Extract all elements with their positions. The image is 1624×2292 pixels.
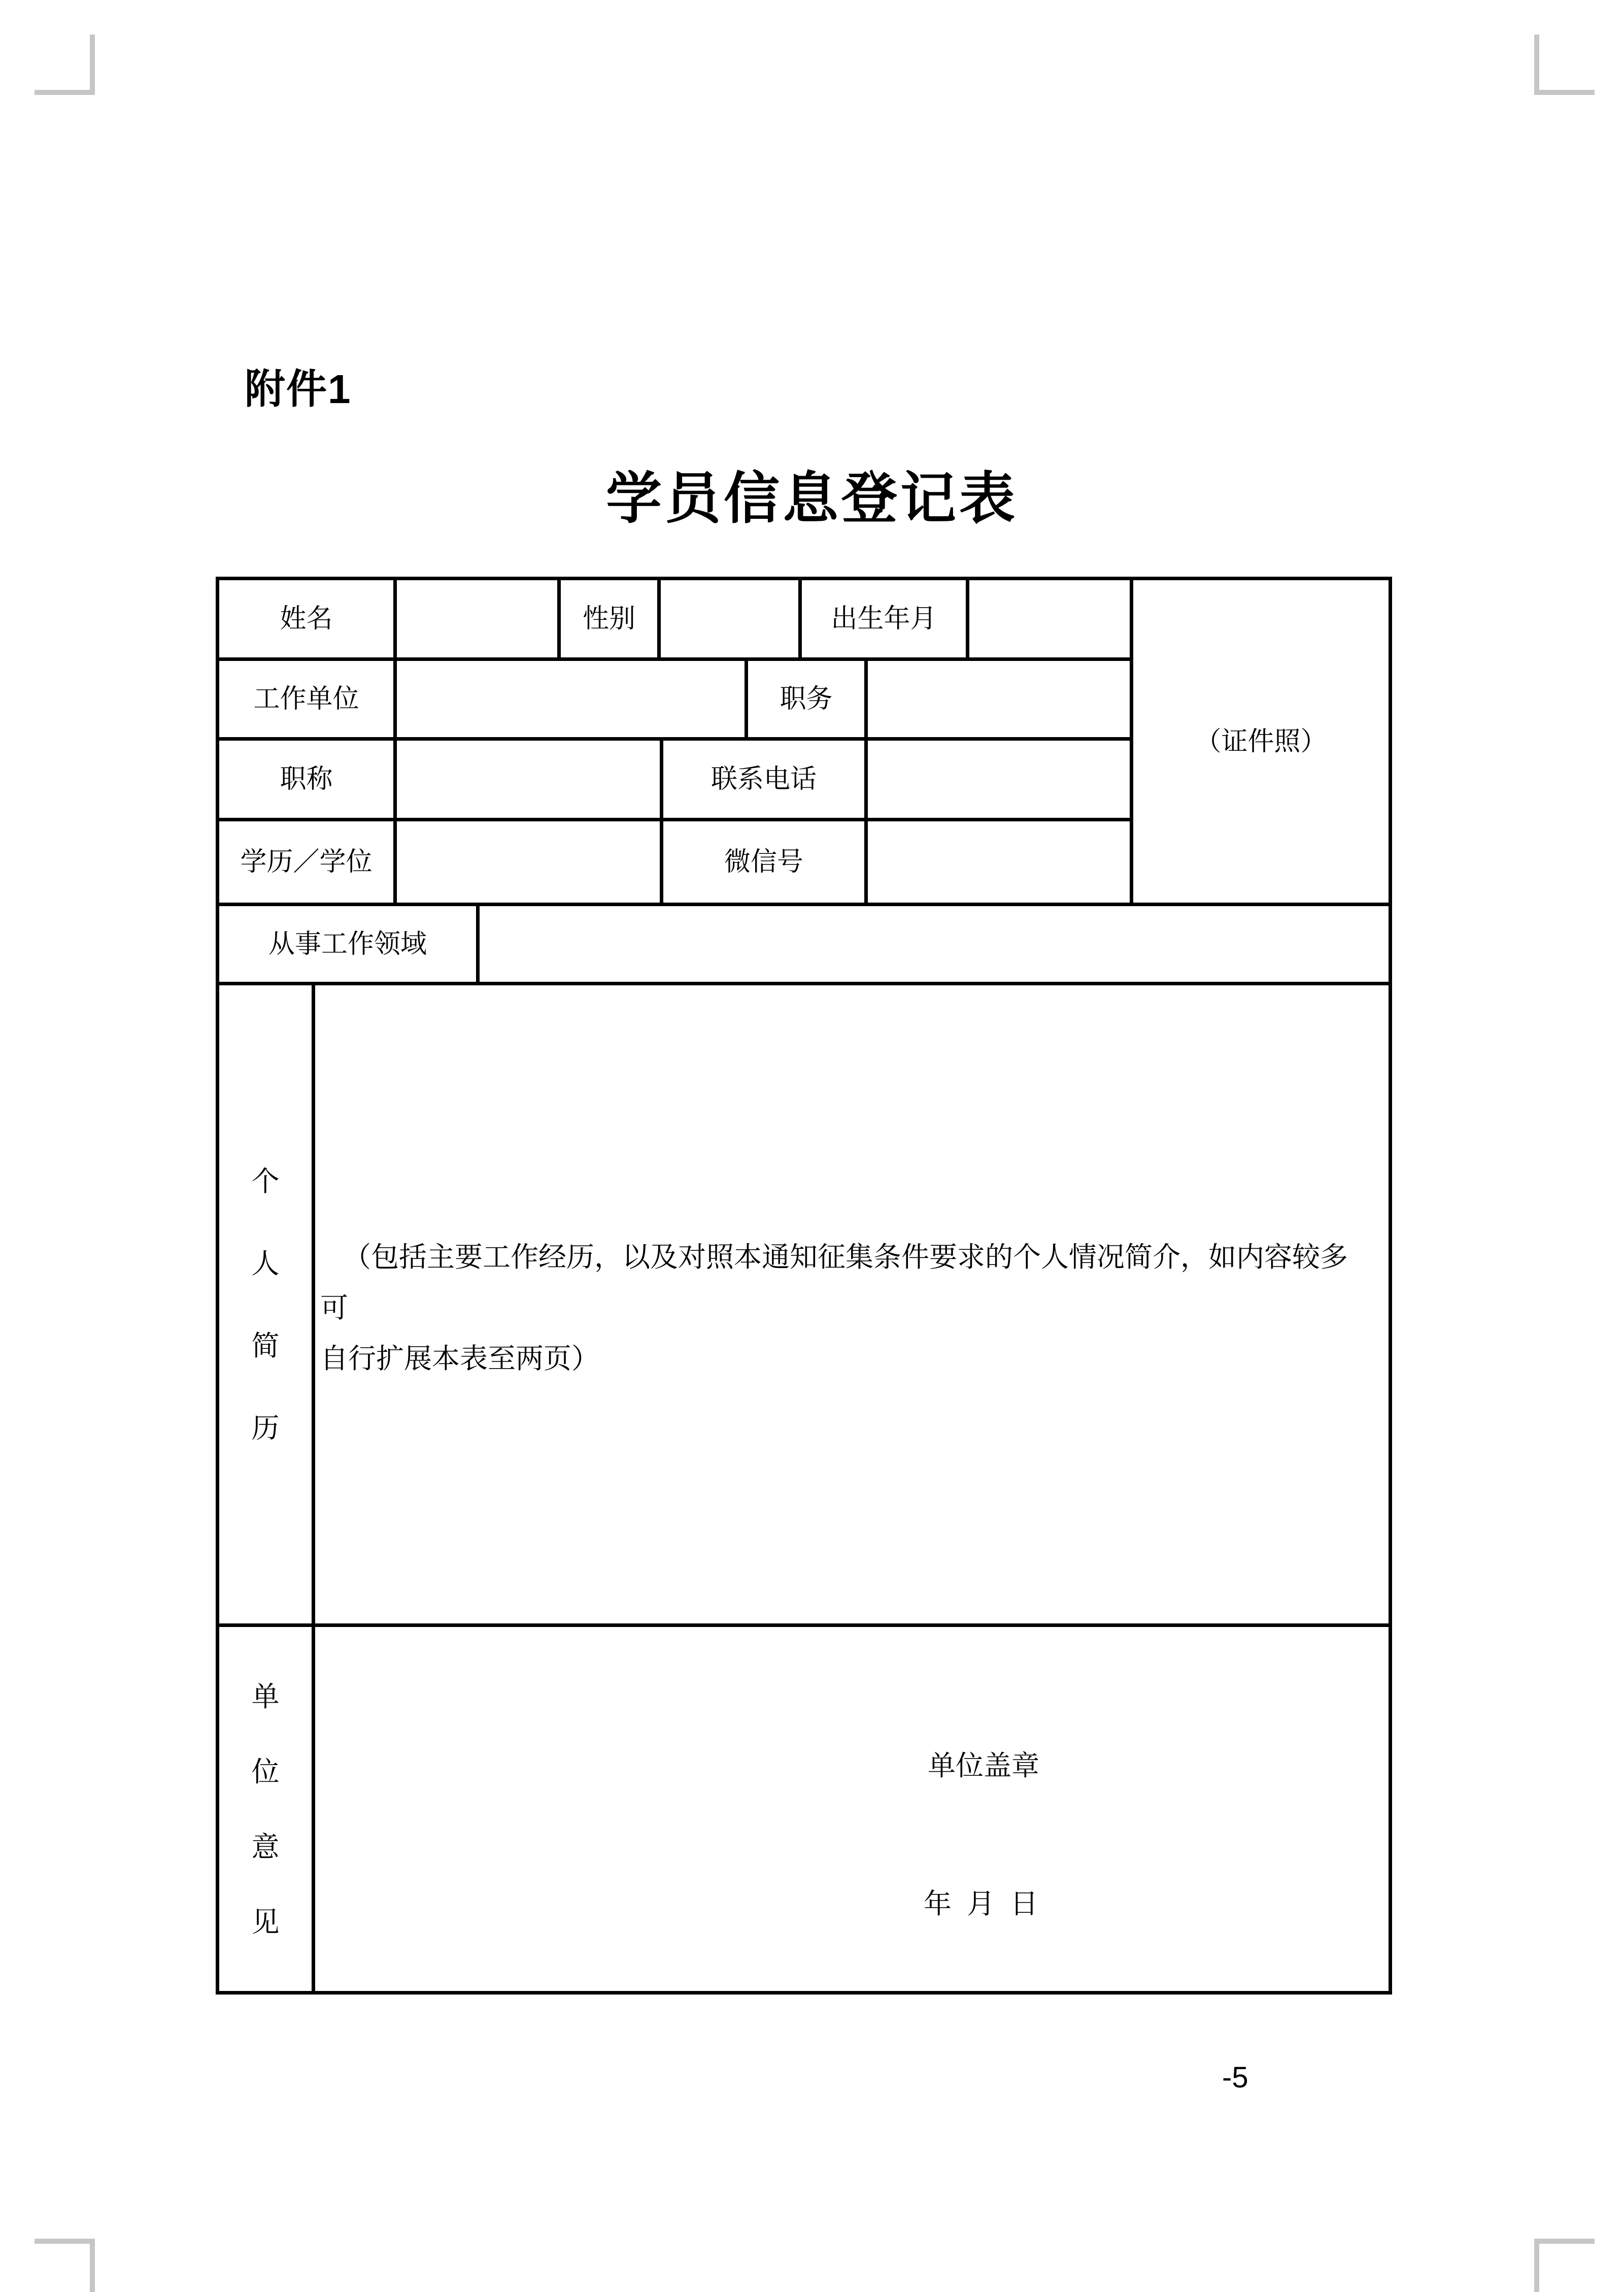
work-unit-label-cell: 工作单位 — [219, 661, 397, 741]
resume-content-cell[interactable] — [315, 985, 1392, 1627]
education-value-cell[interactable] — [397, 821, 663, 906]
education-label-cell: 学历／学位 — [219, 821, 397, 906]
unit-opinion-label-char: 意 — [251, 1831, 280, 1863]
resume-label-char: 人 — [251, 1247, 280, 1279]
birth-date-label-cell: 出生年月 — [802, 580, 969, 661]
wechat-label-cell: 微信号 — [663, 821, 868, 906]
corner-mark-top-right-icon — [1534, 35, 1595, 95]
unit-opinion-label-cell — [219, 1627, 315, 1995]
gender-label-cell: 性别 — [561, 580, 661, 661]
work-field-label-cell: 从事工作领域 — [219, 906, 480, 985]
phone-value-cell[interactable] — [868, 741, 1133, 821]
resume-label-char: 历 — [251, 1412, 280, 1444]
attachment-label: 附件1 — [245, 367, 352, 412]
corner-mark-bottom-left-icon — [35, 2239, 95, 2292]
resume-label-char: 简 — [251, 1330, 280, 1361]
resume-label-char: 个 — [251, 1165, 280, 1197]
page-number: -5 — [1222, 2061, 1248, 2094]
work-field-value-cell[interactable] — [480, 906, 1392, 985]
resume-note-line: （包括主要工作经历，以及对照本通知征集条件要求的个人情况简介，如内容较多可 — [320, 1241, 1348, 1323]
unit-opinion-label-char: 见 — [251, 1906, 280, 1938]
corner-mark-top-left-icon — [35, 35, 95, 95]
professional-title-value-cell[interactable] — [397, 741, 663, 821]
wechat-value-cell[interactable] — [868, 821, 1133, 906]
unit-opinion-content-cell[interactable] — [315, 1627, 1392, 1995]
id-photo-placeholder-cell[interactable]: （证件照） — [1133, 580, 1392, 906]
registration-form-table — [216, 577, 1392, 1995]
position-label-cell: 职务 — [748, 661, 868, 741]
resume-label-cell — [219, 985, 315, 1627]
position-value-cell[interactable] — [868, 661, 1133, 741]
resume-note-line: 自行扩展本表至两页） — [320, 1343, 600, 1374]
birth-date-value-cell[interactable] — [969, 580, 1133, 661]
unit-seal-label: 单位盖章 — [928, 1750, 1040, 1781]
gender-value-cell[interactable] — [661, 580, 802, 661]
unit-opinion-label-char: 位 — [251, 1755, 280, 1787]
date-label: 年 月 日 — [924, 1888, 1038, 1919]
unit-opinion-label-char: 单 — [251, 1680, 280, 1712]
name-label-cell: 姓名 — [219, 580, 397, 661]
name-value-cell[interactable] — [397, 580, 561, 661]
work-unit-value-cell[interactable] — [397, 661, 748, 741]
professional-title-label-cell: 职称 — [219, 741, 397, 821]
page-title: 学员信息登记表 — [606, 468, 1018, 530]
phone-label-cell: 联系电话 — [663, 741, 868, 821]
corner-mark-bottom-right-icon — [1534, 2239, 1595, 2292]
